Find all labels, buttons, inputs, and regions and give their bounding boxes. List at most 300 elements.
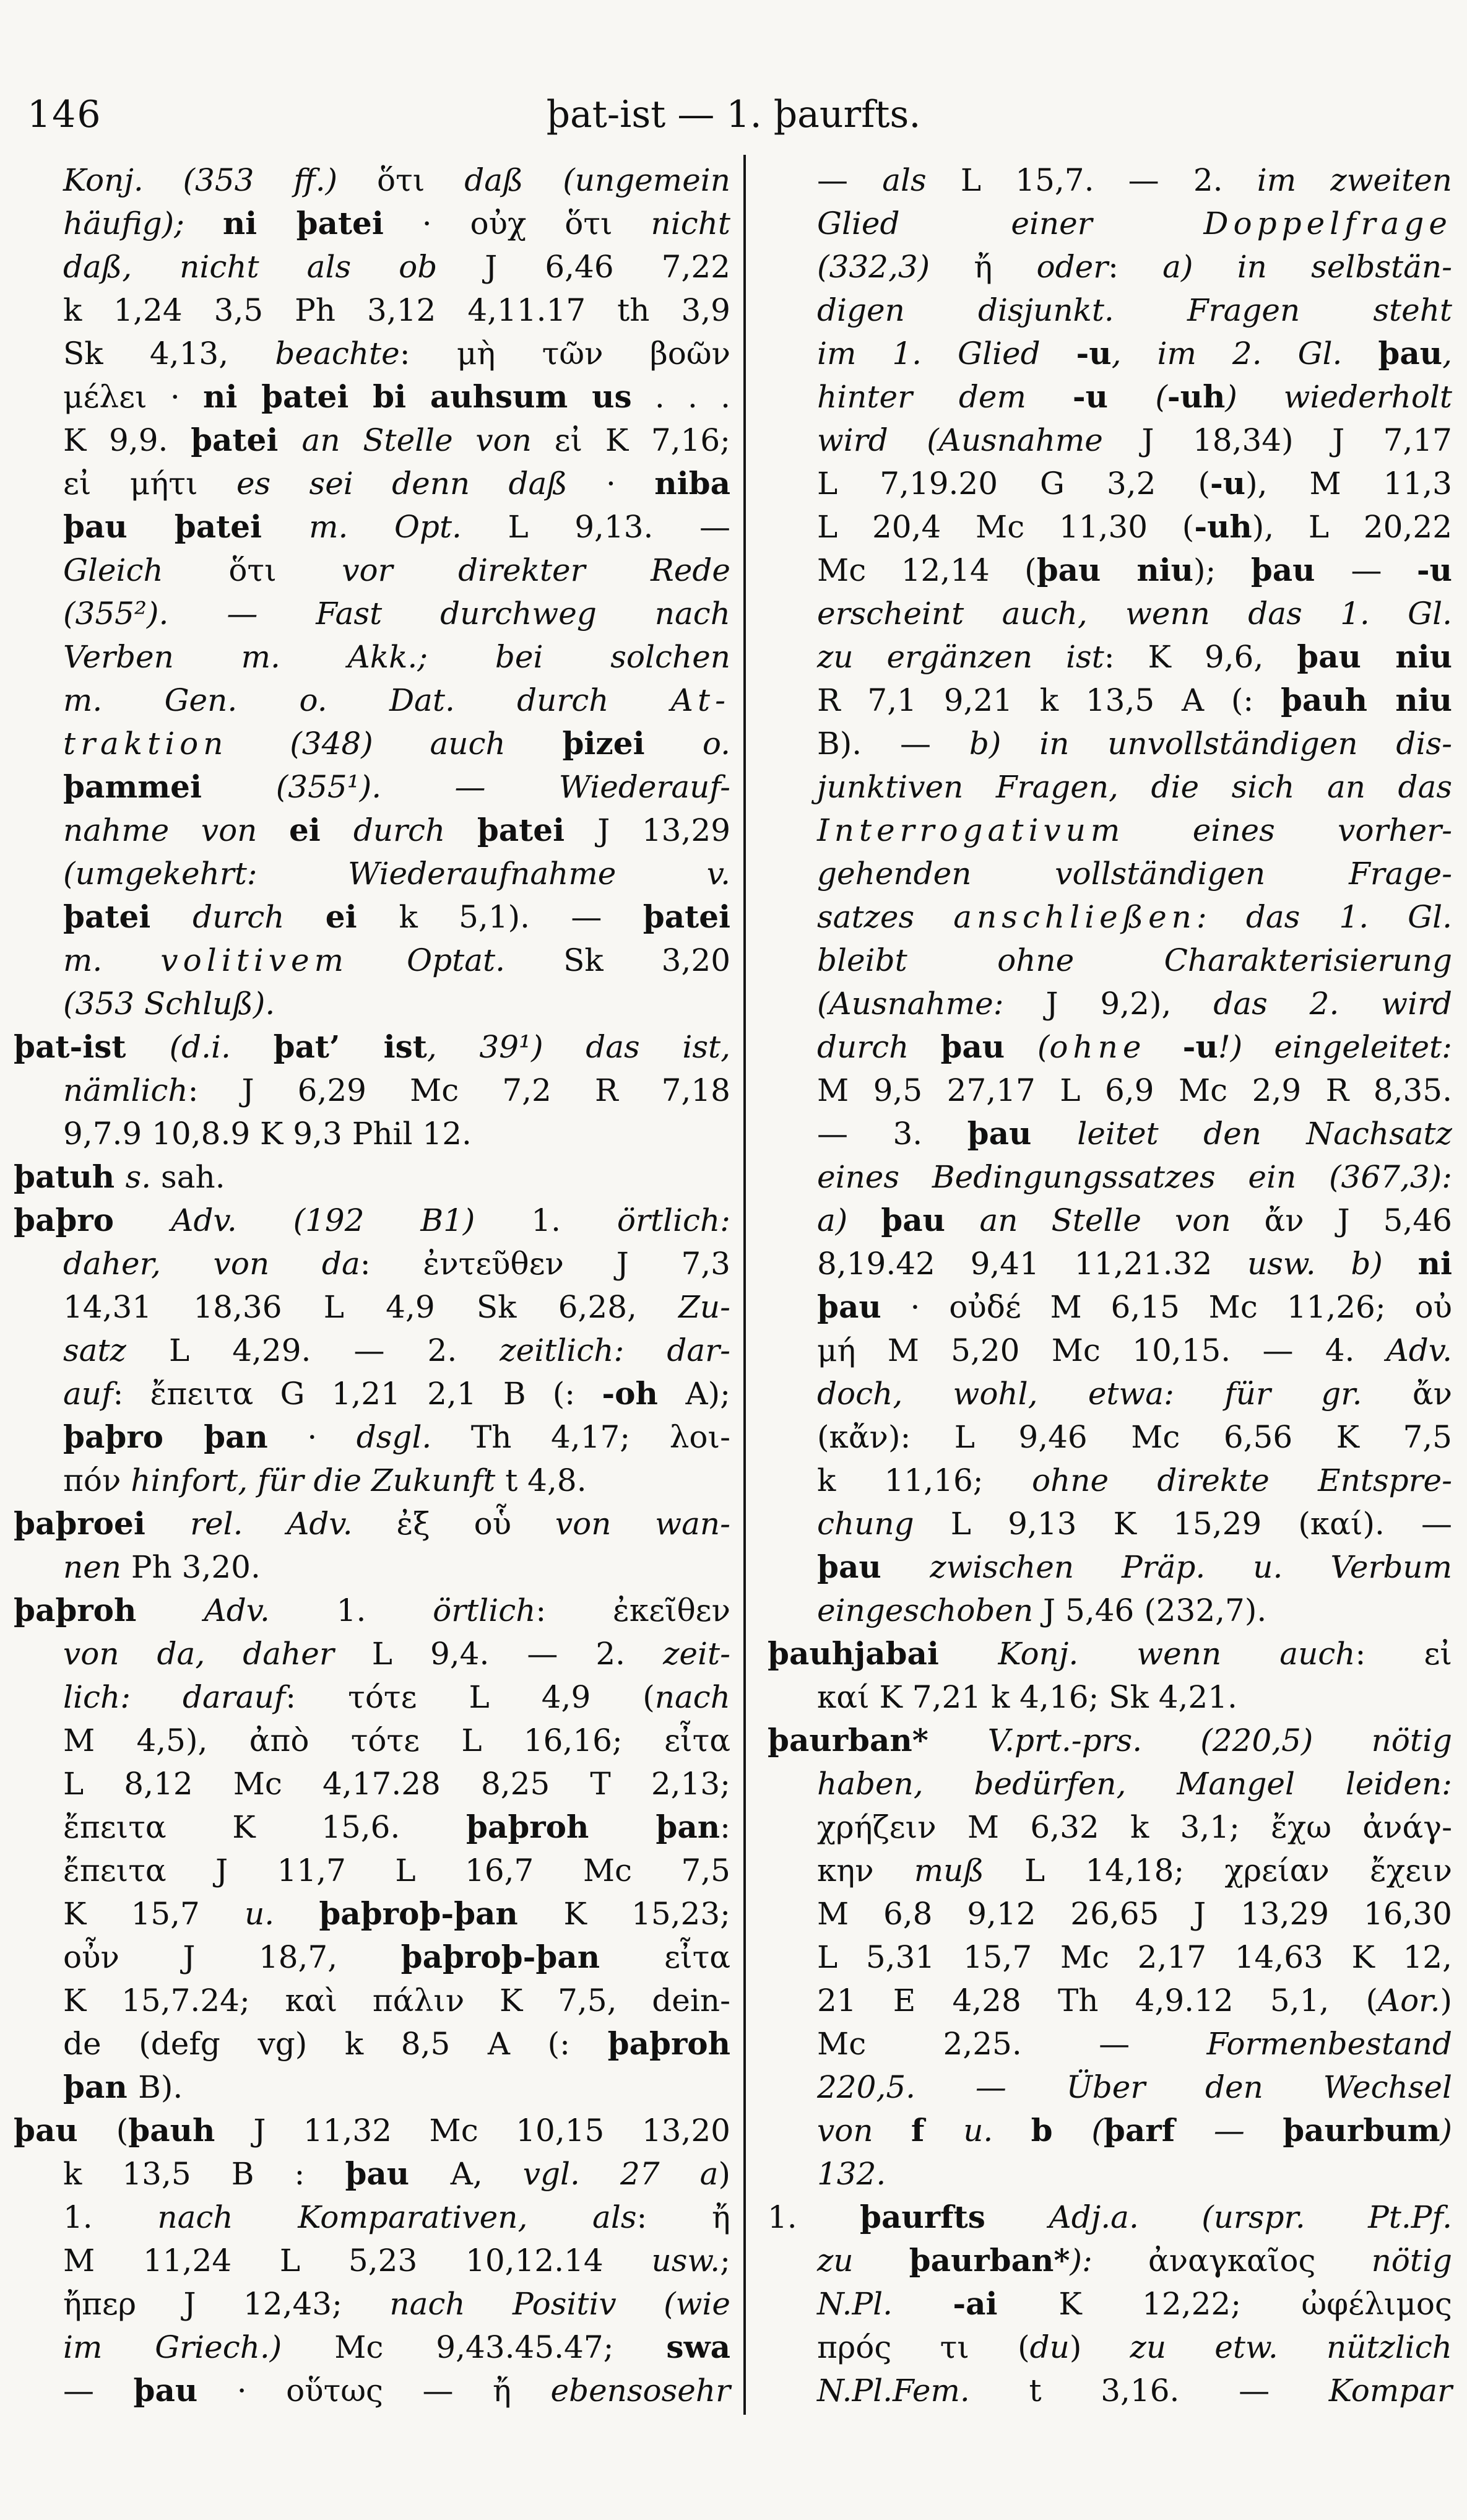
text-segment: : [636,2199,712,2235]
text-segment: ἐκεῖθεν [612,1592,730,1628]
text-segment: Glied einer [817,206,1204,241]
text-segment: · [267,1419,357,1455]
text-segment: ἤ [493,2373,551,2409]
text-segment: -u [1072,378,1156,415]
entry-text-line [768,1892,1452,1936]
text-segment: J 9,2), [1045,986,1214,1022]
entry-text-line [768,1155,1452,1199]
text-segment: eingeschoben [817,1592,1044,1628]
text-segment: daß, nicht als ob [63,249,485,285]
text-segment: — [817,162,883,198]
text-segment: hinfort, für die Zukunft [131,1462,506,1498]
text-segment: : [720,1809,730,1845]
text-segment: ἤπερ [63,2286,184,2322]
text-segment: b [1031,2112,1092,2149]
text-segment: örtlich [433,1592,536,1628]
text-segment: de (defg vg) k 8,5 A (: [63,2026,608,2062]
text-segment: sah. [161,1159,225,1195]
text-segment: (348) auch [290,726,563,762]
text-segment: dsgl. [356,1419,471,1455]
text-segment: G 1,21 2,1 B (: [280,1376,602,1412]
text-segment: an Stelle von [301,422,555,458]
text-segment: ἔπειτα [63,1853,216,1888]
entry-text-line [768,549,1452,592]
text-segment: — [1351,552,1417,588]
text-segment: nach [654,1679,730,1715]
entry-text-line [768,1415,1452,1459]
text-segment: im 1. Glied [817,336,1076,371]
text-segment: K 15,7.24; [63,1983,285,2018]
text-segment: Adv. [1386,1332,1452,1368]
text-segment: L 14,18; [1024,1853,1225,1888]
text-segment: ): L 9,46 Mc 6,56 K 7,5 [888,1419,1452,1455]
text-segment: þaþro þan [63,1419,268,1455]
entry-text-line [768,1675,1452,1719]
text-segment: vgl. 27 a [522,2156,719,2192]
text-segment: εἰ [1424,1636,1452,1672]
entry-text-line [768,419,1452,462]
text-segment: ἔχω ἀνάγ- [1271,1809,1453,1845]
entry-text-line [14,592,730,635]
text-segment: 1. [63,2199,158,2235]
text-segment: ); [1193,552,1251,588]
text-segment: Interrogativum [817,812,1193,848]
text-segment: zu ergänzen ist [817,639,1104,675]
text-segment: : J 6,29 Mc 7,2 R 7,18 [188,1072,730,1108]
text-segment: þau [940,1028,1037,1065]
text-segment: þaþroþ-þan [319,1895,564,1932]
text-segment: þaurbum [1283,2112,1440,2149]
text-segment: , [1442,336,1452,371]
text-segment: þatei [477,812,598,848]
entry-text-line [768,1545,1452,1589]
text-segment: K 7,5, dein- [500,1983,730,2018]
text-segment: -oh [602,1375,686,1412]
text-segment: swa [666,2329,730,2365]
text-segment: ni þatei bi auhsum us [203,378,632,415]
text-segment: þau [133,2372,198,2409]
entry-text-line [14,1762,730,1805]
entry-text-line [14,1675,730,1719]
entry-headword-line [768,1719,1452,1762]
text-segment: ἄν [1264,1202,1338,1238]
text-segment: N.Pl. [817,2286,953,2322]
text-segment: (353 Schluß). [63,986,275,1022]
text-segment: Doppelfrage [1203,206,1452,241]
text-segment: L 7,19.20 G 3,2 ( [817,466,1210,502]
entry-text-line [768,809,1452,852]
entry-text-line [768,1805,1452,1849]
text-segment: doch, wohl, etwa: für gr. [817,1376,1413,1412]
text-segment: ): [1070,2243,1148,2279]
entry-text-line [768,1589,1452,1632]
text-segment: auf [63,1376,113,1412]
text-segment: — [422,2373,493,2409]
text-segment: Verben m. Akk.; bei solchen [63,639,730,675]
text-segment: — [63,2373,134,2409]
text-segment: !) eingeleitet: [1218,1029,1452,1065]
entry-text-line [14,635,730,679]
text-segment: ) [1440,1983,1452,2018]
entry-text-line [768,2282,1452,2326]
entry-headword-line [768,2196,1452,2239]
entry-text-line [14,1979,730,2022]
text-segment: 1. [768,2199,860,2235]
text-segment: · [567,466,655,502]
entry-text-line [14,1892,730,1936]
text-segment: zu etw. nützlich [1130,2329,1452,2365]
text-segment: καί [817,1679,880,1715]
entry-text-line [14,375,730,419]
text-segment: ) [1440,2113,1452,2149]
text-segment: volitivem [160,942,349,978]
text-segment: : das 1. Gl. [1196,899,1452,935]
entry-text-line [768,1199,1452,1242]
text-segment: πόν [63,1462,131,1498]
entry-text-line [14,1242,730,1285]
text-segment: ( [116,2113,129,2149]
text-segment: B). [138,2069,183,2105]
text-segment: þarf [1103,2112,1214,2149]
entry-text-line [768,982,1452,1025]
text-segment: N.Pl.Fem. [817,2373,1029,2409]
text-segment: ohne direkte Entspre- [1031,1462,1452,1498]
text-segment: ), M 11,3 [1245,466,1452,502]
text-segment: — 3. [817,1116,967,1152]
text-segment: k 11,16; [817,1462,1032,1498]
text-segment: L 4,29. — 2. [168,1332,500,1368]
text-segment: þau þatei [63,508,309,545]
text-segment: L 9,4. — 2. [371,1636,664,1672]
entry-text-line [768,2369,1452,2412]
text-segment: (355²). — Fast durchweg nach [63,596,730,632]
entry-text-line [768,2326,1452,2369]
text-segment: · [147,379,203,415]
text-segment: Sk 4,13, [63,336,275,371]
entry-headword-line [768,1632,1452,1675]
text-segment: · [197,2373,287,2409]
text-segment: ebensosehr [550,2373,730,2409]
entry-text-line [14,1285,730,1329]
text-segment: A, [450,2156,523,2192]
text-segment: þatuh [14,1158,126,1195]
entry-text-line [768,505,1452,549]
text-segment: J 13,29 [597,812,731,848]
text-segment: ), L 20,22 [1252,509,1453,545]
text-segment: Optat. [348,942,564,978]
text-segment: (umgekehrt: Wiederaufnahme v. [63,856,730,892]
entry-text-line [768,895,1452,939]
entry-text-line [14,2282,730,2326]
text-segment: k 1,24 3,5 Ph 3,12 4,11.17 th 3,9 [63,292,730,328]
text-segment: καί [1310,1506,1363,1542]
text-segment: du [1029,2329,1070,2365]
text-segment: u. [244,1896,319,1932]
text-segment: K 7,21 k 4,16; Sk 4,21. [879,1679,1237,1715]
entry-text-line [14,1415,730,1459]
entry-text-line [14,289,730,332]
text-segment: κἄν [829,1419,888,1455]
text-segment: (Ausnahme: [817,986,1046,1022]
entry-headword-line [14,1502,730,1545]
text-segment: M 4,5), [63,1723,249,1758]
entry-text-line [14,505,730,549]
text-segment: satzes [817,899,954,935]
text-segment: L 9,13. — [508,509,730,545]
text-segment: 132. [817,2156,886,2192]
text-segment: örtlich: [617,1202,730,1238]
text-segment: traktion [63,726,290,762]
text-segment: : [360,1246,423,1282]
text-segment: þaurban* [909,2242,1070,2279]
text-segment: b) in unvollständigen dis- [969,726,1452,762]
text-segment: von da, daher [63,1636,372,1672]
text-segment: , im 2. Gl. [1111,336,1378,371]
text-segment: þatei [643,898,730,935]
text-segment: usw. b) [1247,1246,1418,1282]
text-segment: eines vorher- [1192,812,1452,848]
text-segment: — [1213,2113,1283,2149]
text-segment: Mc 2,25. — [817,2026,1207,2062]
entry-text-line [14,2196,730,2239]
entry-text-line [14,982,730,1025]
entry-text-line [768,2022,1452,2066]
text-segment: ἤ [712,2199,730,2235]
entry-text-line [14,1372,730,1415]
text-segment: ὅτι [228,552,342,588]
text-segment: þammei [63,768,276,805]
text-segment: : [1108,249,1163,285]
entry-text-line [768,1459,1452,1502]
entry-text-line [768,1502,1452,1545]
entry-text-line [768,592,1452,635]
entry-text-line [768,2066,1452,2109]
entry-text-line [14,1329,730,1372]
entry-text-line [768,722,1452,765]
entry-text-line [768,1112,1452,1155]
entry-headword-line [14,1589,730,1632]
text-segment: ἀναγκαῖος [1148,2243,1372,2279]
text-segment: M 6,32 k 3,1; [967,1809,1271,1845]
text-segment: an Stelle von [979,1202,1265,1238]
entry-text-line [14,1805,730,1849]
text-segment: es sei denn daß [236,466,568,502]
text-segment: Aor. [1377,1983,1440,2018]
text-segment: εἰ [554,422,605,458]
text-segment: t 3,16. — [1029,2373,1329,2409]
text-segment: þau niu [1297,638,1452,675]
text-segment: ( [1037,1029,1050,1065]
entry-text-line [14,2239,730,2282]
text-segment: ἀπὸ τότε [249,1723,462,1758]
text-segment: 21 E 4,28 Th 4,9.12 5,1, ( [817,1983,1378,2018]
text-segment: μή [817,1332,888,1368]
text-segment: L 8,12 Mc 4,17.28 8,25 T 2,13; [63,1766,730,1802]
text-segment: (d.i. [169,1029,274,1065]
text-segment: B). — [817,726,969,762]
text-segment: -uh [1167,378,1226,415]
text-segment: 1. [336,1592,433,1628]
text-segment: M 6,8 9,12 26,65 J 13,29 16,30 [817,1896,1452,1932]
text-segment: ἔπειτα [63,1809,233,1845]
text-segment: -u [1416,552,1452,588]
entry-text-line [768,375,1452,419]
entry-text-line [768,2152,1452,2196]
entry-text-line [14,462,730,505]
text-segment: -u [1076,335,1112,371]
text-segment: M 11,24 L 5,23 10,12.14 [63,2243,652,2279]
text-segment: ei [325,898,399,935]
entry-text-line [768,1762,1452,1805]
text-segment: niba [654,465,731,502]
text-segment: ἄν [1412,1376,1452,1412]
entry-text-line [14,1545,730,1589]
text-segment: þau [1378,335,1443,371]
text-segment: 8,19.42 9,41 11,21.32 [817,1246,1248,1282]
text-segment: þaþroei [14,1505,191,1542]
entry-text-line [14,1459,730,1502]
text-segment: οὐδέ [949,1289,1050,1325]
text-segment: -u [1210,465,1246,502]
text-segment: οὕτως [286,2373,423,2409]
text-segment: þizei [562,725,703,762]
text-segment: nen [63,1549,131,1585]
text-segment: ( [1091,2113,1104,2149]
text-segment: · [383,206,470,241]
text-segment: im Griech.) [63,2329,335,2365]
text-segment: eines Bedingungssatzes ein (367,3): [817,1159,1452,1195]
entry-text-line [768,852,1452,895]
text-segment: . . . [631,379,730,415]
entry-text-line [14,1719,730,1762]
text-segment: ὅτι [377,162,465,198]
text-segment: þau [345,2155,451,2192]
text-segment: þauh niu [1280,682,1452,718]
text-segment: junktiven Fragen, die sich an das [817,769,1452,805]
page-number: 146 [27,93,102,136]
text-segment: a) [817,1202,881,1238]
text-segment: þaurban* [768,1722,988,1758]
text-segment: : [399,336,457,371]
text-segment: erscheint auch, wenn das 1. Gl. [817,596,1452,632]
text-segment: M 5,20 Mc 10,15. — 4. [887,1332,1387,1368]
text-segment: Ph 3,20. [131,1549,261,1585]
text-segment: das 2. wird [1213,986,1453,1022]
text-segment: Th 4,17; [470,1419,670,1455]
entry-text-line [14,2066,730,2109]
text-segment: A); [685,1376,730,1412]
entry-text-line [768,1936,1452,1979]
text-segment: u. [963,2113,1031,2149]
entry-text-line [14,1112,730,1155]
text-segment: : [1355,1636,1424,1672]
text-segment: chung [817,1506,951,1542]
text-segment: V.prt.-prs. (220,5) nötig [987,1723,1452,1758]
text-segment: 220,5. — Über den Wechsel [817,2069,1452,2105]
text-segment: m. Gen. o. Dat. durch [63,682,671,718]
entry-text-line [768,462,1452,505]
text-segment: þau [967,1115,1078,1152]
text-segment: digen disjunkt. Fragen steht [817,292,1452,328]
text-segment: ; [720,2243,730,2279]
text-segment: þau [817,1549,930,1585]
text-segment: χρήζειν [817,1809,967,1845]
entry-text-line [768,1849,1452,1892]
entry-text-line [768,1329,1452,1372]
text-segment: wird (Ausnahme [817,422,1142,458]
text-segment: þaþroh þan [465,1809,721,1845]
text-segment: s. [125,1159,162,1195]
text-segment: ) wiederholt [1225,379,1453,415]
text-segment: als [882,162,961,198]
text-segment: þatei [191,422,302,458]
entry-text-line [14,1849,730,1892]
text-segment: -ai [953,2285,1059,2322]
entry-headword-line [14,1199,730,1242]
text-segment: : [535,1592,613,1628]
text-segment: J 6,46 7,22 [485,249,730,285]
text-segment: satz [63,1332,169,1368]
text-segment: nötig [1371,2243,1452,2279]
text-segment: o. [702,726,731,762]
text-segment: nach Komparativen, als [157,2199,637,2235]
text-segment: þaþro [14,1202,171,1238]
text-segment: L 16,16; [461,1723,665,1758]
entry-text-line [768,2239,1452,2282]
text-segment: L 20,4 Mc 11,30 ( [817,509,1195,545]
text-segment: ἔπειτα [150,1376,280,1412]
text-segment: þatei [63,898,193,935]
text-segment: K 9,9. [63,422,191,458]
text-segment: muß [914,1853,1024,1888]
text-segment: beachte [275,336,400,371]
text-segment: Kompar [1328,2373,1452,2409]
text-segment: Konj. (353 ff.) [63,162,378,198]
text-segment: nach Positiv (wie [389,2286,730,2322]
text-segment: zwischen Präp. u. Verbum [930,1549,1452,1585]
entry-text-line [768,679,1452,722]
text-segment: þaþroþ-þan [400,1939,665,1975]
text-segment: εἶτα [664,1723,731,1758]
text-segment: ei [288,812,353,848]
entry-text-line [14,679,730,722]
text-segment: rel. Adv. [190,1506,397,1542]
entry-text-line [768,202,1452,245]
text-segment: bleibt ohne Charakterisierung [817,942,1452,978]
text-segment: χρείαν ἔχειν [1224,1853,1453,1888]
text-segment: þau niu [1036,552,1194,588]
entry-text-line [768,765,1452,809]
entry-text-line [768,1242,1452,1285]
text-segment: : K 9,6, [1104,639,1297,675]
text-segment: Sk 3,20 [563,942,730,978]
entry-text-line [14,159,730,202]
text-segment: τότε [348,1679,469,1715]
running-title: þat-ist — 1. þaurfts. [546,93,921,136]
text-segment: K 15,23; [563,1896,731,1932]
text-segment: þat’ ist [273,1028,427,1065]
text-segment: k 5,1). — [399,899,643,935]
text-segment: μέλει [63,379,147,415]
text-segment: J 18,34) J 7,17 [1141,422,1452,458]
entry-text-line [768,939,1452,982]
text-segment: J 11,32 Mc 10,15 13,20 [253,2113,730,2149]
text-segment: gehenden vollständigen Frage- [817,856,1452,892]
text-segment: κην [817,1853,914,1888]
entry-text-line [768,635,1452,679]
entry-text-line [14,1936,730,1979]
text-segment: þaþroh [14,1592,204,1628]
